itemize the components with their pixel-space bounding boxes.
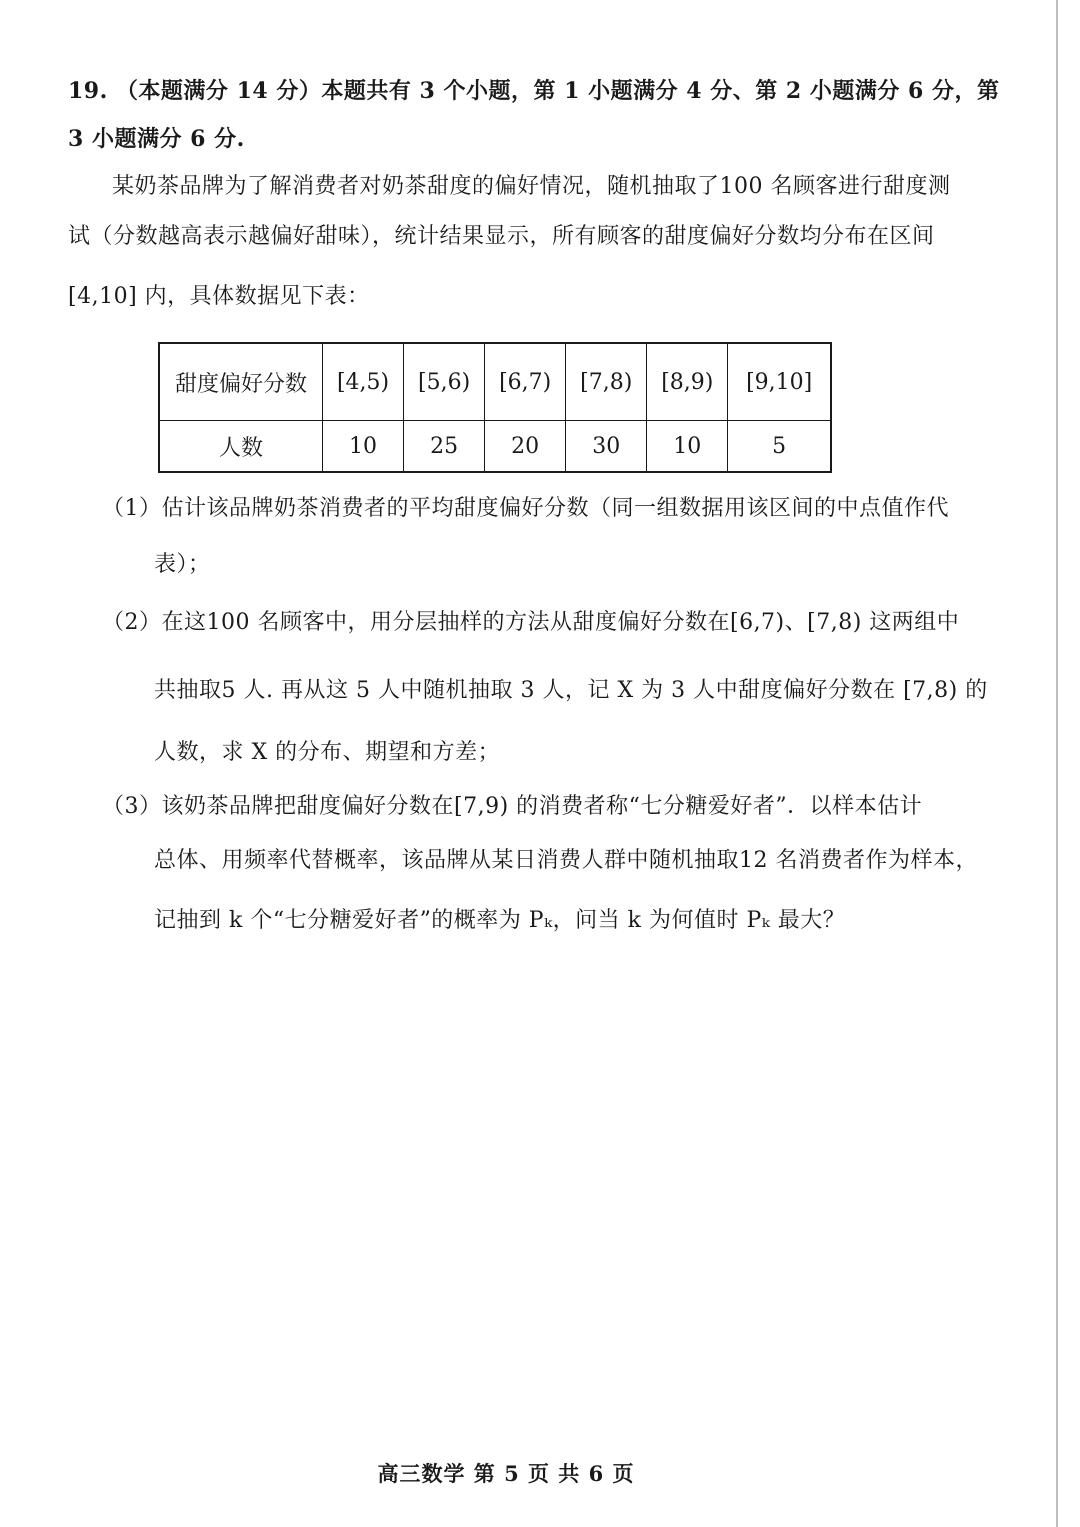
table-cell-interval: [4,5) bbox=[323, 343, 404, 421]
table-cell-count: 30 bbox=[566, 421, 647, 473]
table-cell-interval: [9,10] bbox=[728, 343, 831, 421]
table-cell-interval: [5,6) bbox=[404, 343, 485, 421]
intro-line-2: 试（分数越高表示越偏好甜味），统计结果显示，所有顾客的甜度偏好分数均分布在区间 bbox=[68, 224, 935, 249]
table-cell-count: 10 bbox=[647, 421, 728, 473]
problem-header-line-2: 3 小题满分 6 分. bbox=[68, 126, 245, 152]
problem-header-line-1: 19. （本题满分 14 分）本题共有 3 个小题，第 1 小题满分 4 分、第 2 小题满分 6 分，第 bbox=[68, 78, 1000, 104]
question-1-line-1: （1）估计该品牌奶茶消费者的平均甜度偏好分数（同一组数据用该区间的中点值作代 bbox=[102, 496, 949, 521]
question-2-line-3: 人数，求 X 的分布、期望和方差； bbox=[154, 740, 501, 765]
table-cell-interval: [7,8) bbox=[566, 343, 647, 421]
page-edge-divider bbox=[1056, 0, 1058, 1527]
intro-line-1: 某奶茶品牌为了解消费者对奶茶甜度的偏好情况，随机抽取了100 名顾客进行甜度测 bbox=[112, 174, 951, 199]
question-3-line-2: 总体、用频率代替概率，该品牌从某日消费人群中随机抽取12 名消费者作为样本， bbox=[154, 848, 978, 873]
question-1-line-2: 表）； bbox=[154, 552, 211, 577]
table-row-intervals bbox=[159, 343, 831, 421]
question-2-line-2: 共抽取5 人. 再从这 5 人中随机抽取 3 人，记 X 为 3 人中甜度偏好分数在 [7,8) 的 bbox=[154, 678, 988, 703]
question-3-line-3: 记抽到 k 个“七分糖爱好者”的概率为 Pₖ，问当 k 为何值时 Pₖ 最大？ bbox=[154, 908, 846, 933]
score-table bbox=[158, 342, 832, 473]
table-cell-count: 25 bbox=[404, 421, 485, 473]
table-header-score: 甜度偏好分数 bbox=[159, 343, 323, 421]
table-header-count: 人数 bbox=[159, 421, 323, 473]
question-3-line-1: （3）该奶茶品牌把甜度偏好分数在[7,9) 的消费者称“七分糖爱好者”．以样本估计 bbox=[102, 794, 923, 819]
table-cell-count: 20 bbox=[485, 421, 566, 473]
intro-line-3: [4,10] 内，具体数据见下表： bbox=[68, 284, 370, 309]
table-cell-count: 10 bbox=[323, 421, 404, 473]
table-cell-interval: [8,9) bbox=[647, 343, 728, 421]
table-row-counts bbox=[159, 421, 831, 473]
page-footer: 高三数学 第 5 页 共 6 页 bbox=[377, 1461, 635, 1486]
table-cell-interval: [6,7) bbox=[485, 343, 566, 421]
question-2-line-1: （2）在这100 名顾客中，用分层抽样的方法从甜度偏好分数在[6,7)、[7,8) 这两组中 bbox=[102, 610, 960, 635]
table-cell-count: 5 bbox=[728, 421, 831, 473]
